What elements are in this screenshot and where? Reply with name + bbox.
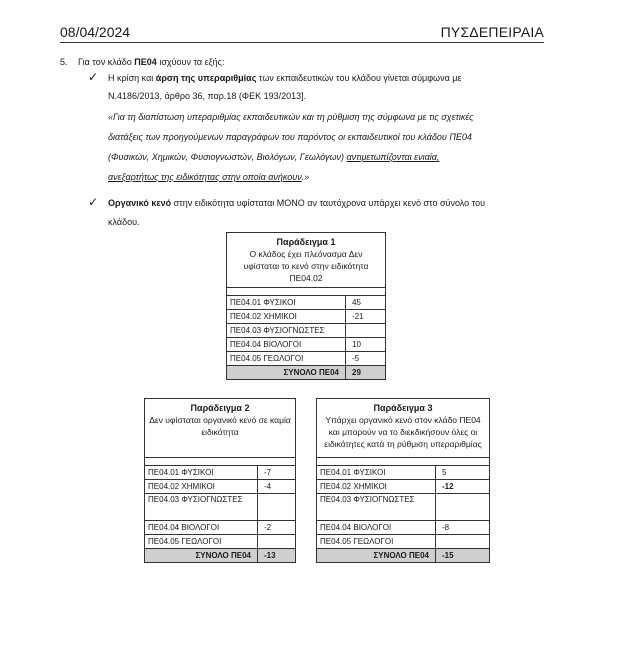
checkmark-icon: ✓ [88, 195, 99, 209]
quote-line2: διατάξεις των προηγούμενων παραγράφων του παρόντος οι εκπαιδευτικοί του κλάδου ΠΕ04 [108, 132, 472, 142]
header-divider [60, 42, 544, 43]
item-intro: Για τον κλάδο ΠΕ04 ισχύουν τα εξής: [78, 57, 225, 67]
example3-table [316, 398, 490, 563]
header-date: 08/04/2024 [60, 24, 131, 40]
table-row: ΠΕ04.02 ΧΗΜΙΚΟΙ -4 [145, 480, 296, 494]
bullet2-line2: κλάδου. [108, 217, 140, 227]
table-row: ΠΕ04.05 ΓΕΩΛΟΓΟΙ [317, 535, 490, 549]
header-organization: ΠΥΣΔΕΠΕΙΡΑΙΑ [440, 24, 544, 40]
total-row: ΣΥΝΟΛΟ ΠΕ04 -15 [317, 549, 490, 563]
table-row: ΠΕ04.03 ΦΥΣΙΟΓΝΩΣΤΕΣ [317, 494, 490, 521]
example1-header: Παράδειγμα 1 Ο κλάδος έχει πλεόνασμα Δεν υφίσταται το κενό στην ειδικότητα ΠΕ04.02 [227, 233, 386, 288]
quote-line3: (Φυσικών, Χημικών, Φυσιογνωστών, Βιολόγων, Γεωλόγων) αντιμετωπίζονται ενιαία, [108, 152, 440, 162]
table-row: ΠΕ04.04 ΒΙΟΛΟΓΟΙ -8 [317, 521, 490, 535]
example1-table [226, 232, 386, 380]
example2-table [144, 398, 296, 563]
quote-line1: «Για τη διαπίστωση υπεραριθμίας εκπαιδευτικών και τη ρύθμιση της σύμφωνα με τις σχετικές [108, 112, 474, 122]
table-row: ΠΕ04.04 ΒΙΟΛΟΓΟΙ 10 [227, 338, 386, 352]
table-row: ΠΕ04.01 ΦΥΣΙΚΟΙ 5 [317, 466, 490, 480]
table-row: ΠΕ04.03 ΦΥΣΙΟΓΝΩΣΤΕΣ [227, 324, 386, 338]
example2-header: Παράδειγμα 2 Δεν υφίσταται οργανικό κενό σε καμία ειδικότητα [145, 399, 296, 458]
page-header [60, 24, 544, 42]
bullet1-line2: Ν.4186/2013, άρθρο 36, παρ.18 (ΦΕΚ 193/2013]. [108, 91, 307, 101]
table-row: ΠΕ04.01 ΦΥΣΙΚΟΙ 45 [227, 296, 386, 310]
total-row: ΣΥΝΟΛΟ ΠΕ04 -13 [145, 549, 296, 563]
table-row: ΠΕ04.05 ΓΕΩΛΟΓΟΙ -5 [227, 352, 386, 366]
checkmark-icon: ✓ [88, 70, 99, 84]
example3-header: Παράδειγμα 3 Υπάρχει οργανικό κενό στον κλάδο ΠΕ04 και μπορούν να το διεκδικήσουν όλες οι ειδικότητες κατά τη ρύθμιση υπεραριθμίας [317, 399, 490, 458]
bullet2-line1: Οργανικό κενό στην ειδικότητα υφίσταται ΜΟΝΟ αν ταυτόχρονα υπάρχει κενό στο σύνολο του [108, 198, 486, 208]
quote-line4: ανεξαρτήτως της ειδικότητας στην οποία ανήκουν.» [108, 172, 310, 182]
bullet1-line1: Η κρίση και άρση της υπεραριθμίας των εκπαιδευτικών του κλάδου γίνεται σύμφωνα με [108, 73, 462, 83]
table-row: ΠΕ04.01 ΦΥΣΙΚΟΙ -7 [145, 466, 296, 480]
item-number: 5. [60, 57, 68, 67]
table-row: ΠΕ04.02 ΧΗΜΙΚΟΙ -12 [317, 480, 490, 494]
table-row: ΠΕ04.05 ΓΕΩΛΟΓΟΙ [145, 535, 296, 549]
total-row: ΣΥΝΟΛΟ ΠΕ04 29 [227, 366, 386, 380]
table-row: ΠΕ04.03 ΦΥΣΙΟΓΝΩΣΤΕΣ [145, 494, 296, 521]
table-row: ΠΕ04.02 ΧΗΜΙΚΟΙ -21 [227, 310, 386, 324]
table-row: ΠΕ04.04 ΒΙΟΛΟΓΟΙ -2 [145, 521, 296, 535]
